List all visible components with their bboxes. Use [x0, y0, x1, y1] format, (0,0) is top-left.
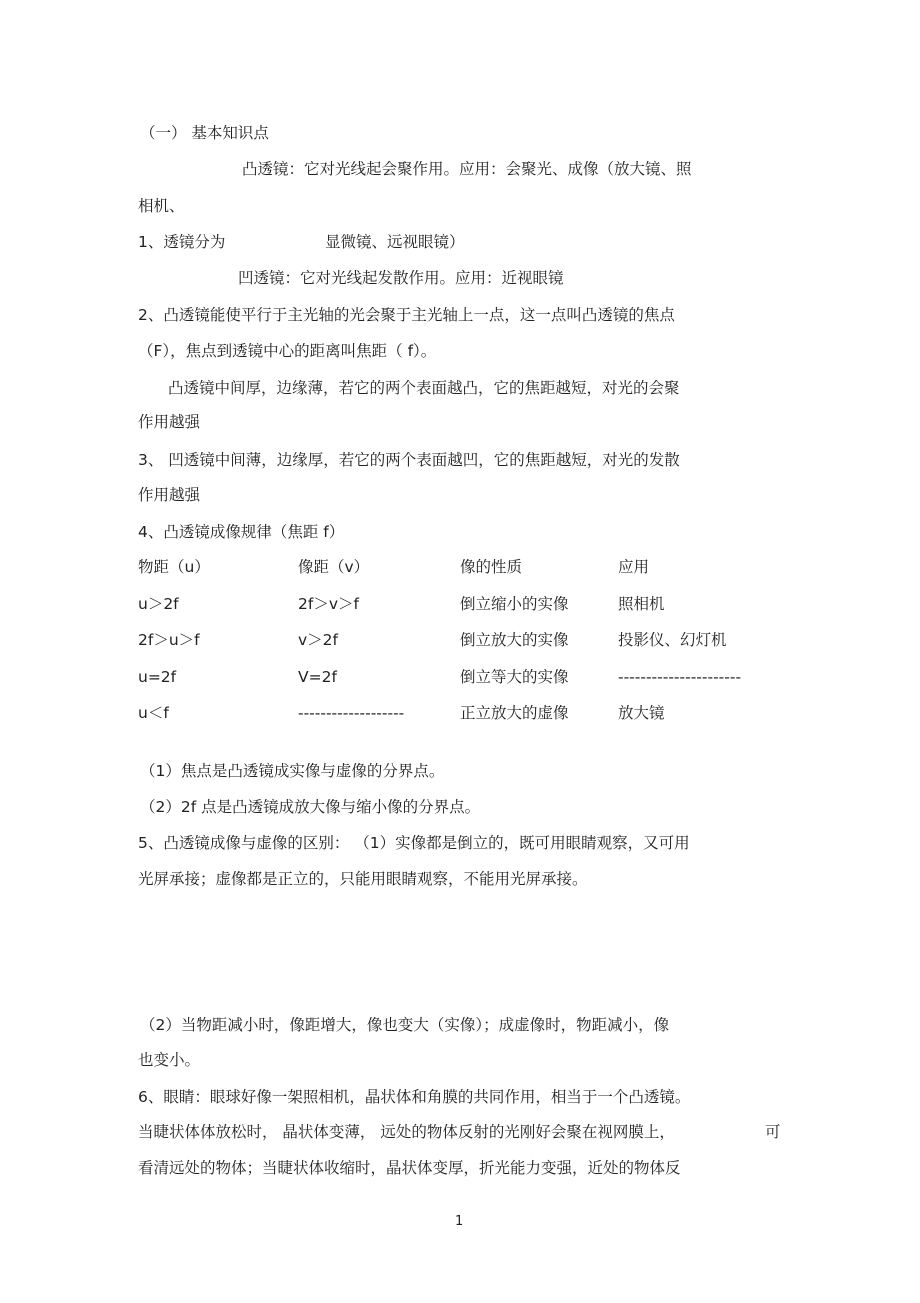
- cell-application: ----------------------: [618, 668, 742, 686]
- note3-line1: （2）当物距减小时，像距增大，像也变大（实像）；成虚像时，物距减小，像: [140, 1016, 670, 1034]
- item5-line2: 光屏承接；虚像都是正立的，只能用眼睛观察，不能用光屏承接。: [138, 870, 588, 888]
- cell-u: 2f＞u＞f: [138, 631, 200, 649]
- cell-application: 放大镜: [618, 704, 665, 722]
- cell-nature: 正立放大的虚像: [460, 704, 569, 722]
- note3-line2: 也变小。: [138, 1051, 201, 1069]
- item4-title: 4、凸透镜成像规律（焦距 f）: [138, 523, 345, 541]
- header-application: 应用: [618, 558, 650, 576]
- cell-u: u＞2f: [138, 595, 179, 613]
- item6-line3: 看清远处的物体；当睫状体收缩时，晶状体变厚，折光能力变强，近处的物体反: [138, 1159, 681, 1177]
- cell-u: u=2f: [138, 668, 177, 686]
- cell-v: v＞2f: [298, 631, 338, 649]
- cell-u: u＜f: [138, 704, 169, 722]
- cell-application: 投影仪、幻灯机: [618, 631, 727, 649]
- cell-application: 照相机: [618, 595, 665, 613]
- header-object-distance: 物距（u）: [138, 558, 210, 576]
- item2-line3: 凸透镜中间厚，边缘薄，若它的两个表面越凸，它的焦距越短，对光的会聚: [168, 379, 680, 397]
- item2-line4: 作用越强: [138, 413, 201, 431]
- lens-classification: 1、透镜分为: [138, 233, 226, 251]
- cell-nature: 倒立等大的实像: [460, 668, 569, 686]
- header-image-distance: 像距（v）: [298, 558, 370, 576]
- note-2f-point: （2）2f 点是凸透镜成放大像与缩小像的分界点。: [140, 798, 481, 816]
- item2-line1: 2、凸透镜能使平行于主光轴的光会聚于主光轴上一点，这一点叫凸透镜的焦点: [138, 306, 675, 324]
- convex-lens-line1: 凸透镜：它对光线起会聚作用。应用：会聚光、成像（放大镜、照: [242, 160, 692, 178]
- convex-lens-line3: 显微镜、远视眼镜）: [325, 233, 465, 251]
- cell-nature: 倒立放大的实像: [460, 631, 569, 649]
- item6-line2: 当睫状体体放松时， 晶状体变薄， 远处的物体反射的光刚好会聚在视网膜上，: [138, 1123, 675, 1141]
- item5-line1: 5、凸透镜成像与虚像的区别： （1）实像都是倒立的，既可用眼睛观察，又可用: [138, 834, 690, 852]
- page-number: 1: [455, 1214, 464, 1229]
- item6-line2-end: 可: [765, 1123, 781, 1141]
- item6-line1: 6、眼睛：眼球好像一架照相机，晶状体和角膜的共同作用，相当于一个凸透镜。: [138, 1088, 691, 1106]
- header-image-nature: 像的性质: [460, 558, 523, 576]
- note-focal-point: （1）焦点是凸透镜成实像与虚像的分界点。: [140, 762, 445, 780]
- item3-line2: 作用越强: [138, 486, 201, 504]
- section-header: （一） 基本知识点: [140, 124, 269, 142]
- item3-line1: 3、 凹透镜中间薄，边缘厚，若它的两个表面越凹，它的焦距越短，对光的发散: [138, 451, 680, 469]
- item2-line2: （F），焦点到透镜中心的距离叫焦距（ f）。: [138, 342, 437, 360]
- cell-v: V=2f: [298, 668, 337, 686]
- concave-lens-line: 凹透镜：它对光线起发散作用。应用：近视眼镜: [238, 269, 564, 287]
- cell-v: 2f＞v＞f: [298, 595, 359, 613]
- convex-lens-line2: 相机、: [138, 197, 185, 215]
- cell-v: -------------------: [298, 704, 405, 722]
- cell-nature: 倒立缩小的实像: [460, 595, 569, 613]
